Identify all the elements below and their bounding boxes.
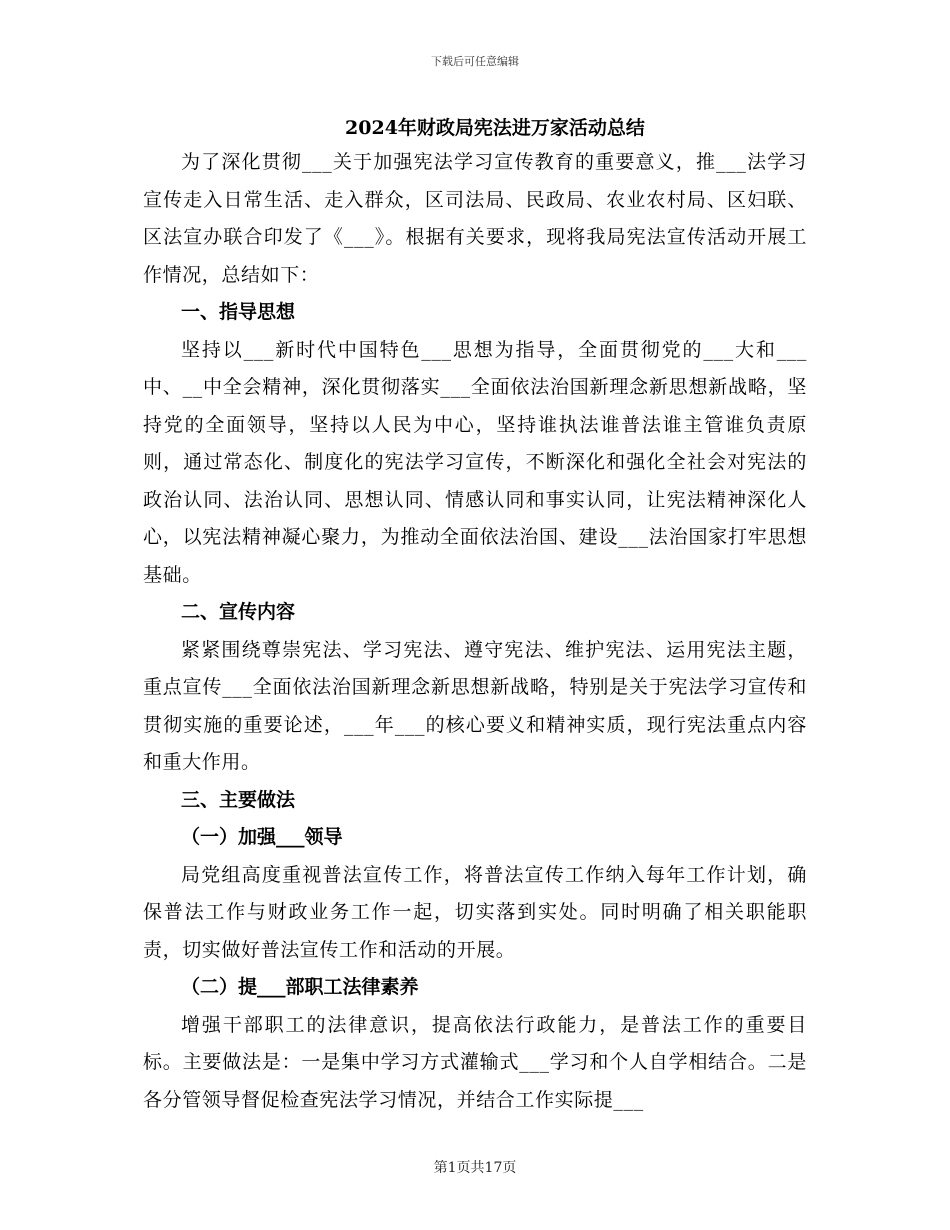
document-title: 2024年财政局宪法进万家活动总结 xyxy=(345,117,645,139)
paragraph-legal-literacy: 增强干部职工的法律意识，提高依法行政能力，是普法工作的重要目标。主要做法是：一是集中学习方式灌输式___学习和个人自学相结合。二是各分管领导督促检查宪法学习情况，并结合工作实际提___ xyxy=(143,1013,807,1111)
section-heading-guiding-thought: 一、指导思想 xyxy=(181,301,296,323)
subsection-heading-leadership: （一）加强___领导 xyxy=(181,826,343,848)
paragraph-content: 紧紧围绕尊崇宪法、学习宪法、遵守宪法、维护宪法、运用宪法主题，重点宣传___全面依法治国新理念新思想新战略，特别是关于宪法学习宣传和贯彻实施的重要论述，___年___的核心要义和精神实质，现行宪法重点内容和重大作用。 xyxy=(143,638,807,773)
page-footer: 第1页共17页 xyxy=(433,1160,517,1176)
paragraph-leadership: 局党组高度重视普法宣传工作，将普法宣传工作纳入每年工作计划，确保普法工作与财政业务工作一起，切实落到实处。同时明确了相关职能职责，切实做好普法宣传工作和活动的开展。 xyxy=(143,863,807,961)
subsection-heading-legal-literacy: （二）提___部职工法律素养 xyxy=(181,976,419,998)
page-header: 下载后可任意编辑 xyxy=(431,55,519,68)
document-body xyxy=(143,112,807,1119)
section-heading-content: 二、宣传内容 xyxy=(181,601,296,623)
paragraph-intro: 为了深化贯彻___关于加强宪法学习宣传教育的重要意义，推___法学习宣传走入日常生活、走入群众，区司法局、民政局、农业农村局、区妇联、区法宣办联合印发了《___》。根据有关要求，现将我局宪法宣传活动开展工作情况，总结如下： xyxy=(143,151,807,286)
section-heading-methods: 三、主要做法 xyxy=(181,788,296,811)
paragraph-guiding-thought: 坚持以___新时代中国特色___思想为指导，全面贯彻党的___大和___中、__中全会精神，深化贯彻落实___全面依法治国新理念新思想新战略，坚持党的全面领导，坚持以人民为中心，坚持谁执法谁普法谁主管谁负责原则，通过常态化、制度化的宪法学习宣传，不断深化和强化全社会对宪法的政治认同、法治认同、思想认同、情感认同和事实认同，让宪法精神深化人心，以宪法精神凝心聚力，为推动全面依法治国、建设___法治国家打牢思想基础。 xyxy=(143,338,807,586)
